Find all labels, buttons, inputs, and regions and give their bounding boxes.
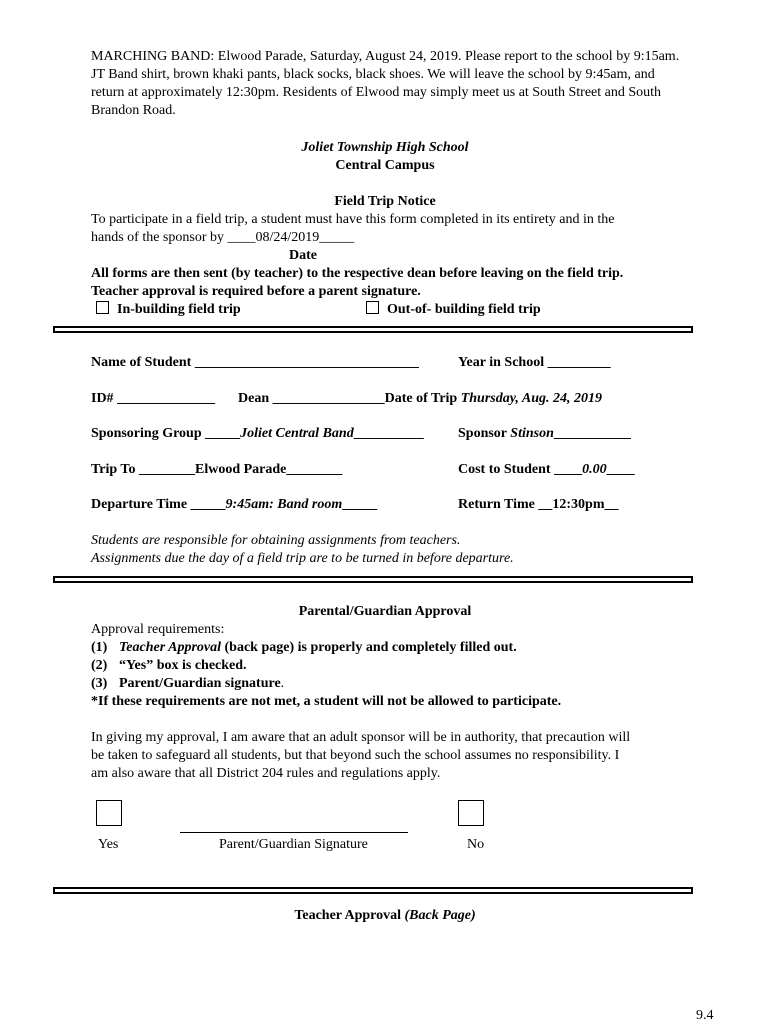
consent-line3: am also aware that all District 204 rules and regulations apply. [91, 766, 441, 781]
requirement-3-num: (3) [91, 676, 108, 691]
no-label: No [467, 837, 485, 852]
campus-name: Central Campus [335, 158, 435, 173]
year-field[interactable] [458, 355, 611, 371]
cost-blank-post: ____ [606, 462, 635, 477]
page-number: 9.4 [696, 1008, 714, 1023]
cost-field[interactable] [458, 462, 635, 478]
id-label: ID# [91, 391, 114, 406]
student-name-label: Name of Student [91, 355, 192, 370]
teacher-approval-label: Teacher Approval [294, 908, 402, 923]
requirement-3-text: Parent/Guardian signature [119, 676, 281, 691]
section-divider-3 [53, 887, 693, 894]
in-building-option[interactable] [96, 301, 241, 318]
forms-note: All forms are then sent (by teacher) to the respective dean before leaving on the field trip. [91, 266, 624, 281]
group-label: Sponsoring Group [91, 426, 202, 441]
out-building-label: Out-of- building field trip [387, 302, 541, 317]
signature-line[interactable] [180, 832, 408, 833]
notice-text-line1: To participate in a field trip, a student must have this form completed in its entirety and in the [91, 212, 615, 227]
in-building-checkbox[interactable] [96, 301, 109, 314]
requirement-1-num: (1) [91, 640, 108, 655]
back-page-label: (Back Page) [404, 908, 476, 923]
group-blank-post: __________ [353, 426, 424, 441]
cost-label: Cost to Student [458, 462, 551, 477]
in-building-label: In-building field trip [117, 302, 241, 317]
consent-line1: In giving my approval, I am aware that an adult sponsor will be in authority, that precaution will [91, 730, 631, 745]
consent-line2: be taken to safeguard all students, but that beyond such the school assumes no responsibility. I [91, 748, 620, 763]
requirement-1-italic: Teacher Approval [119, 640, 222, 655]
requirement-2 [91, 658, 247, 674]
departure-blank-pre: _____ [190, 497, 226, 512]
requirements-label: Approval requirements: [91, 622, 225, 637]
responsibility-line1: Students are responsible for obtaining assignments from teachers. [91, 533, 461, 548]
cost-blank-pre: ____ [554, 462, 583, 477]
requirement-2-num: (2) [91, 658, 108, 673]
intro-paragraph: MARCHING BAND: Elwood Parade, Saturday, August 24, 2019. Please report to the school by 9:15am. JT Band shirt, brown khaki pants, black socks, black shoes. We will leave the school by 9:45am, and return at approximately 12:30pm. Residents of Elwood may simply meet us at South Street and South Brandon Road. [91, 49, 680, 118]
parental-approval-title: Parental/Guardian Approval [298, 604, 472, 619]
requirement-1 [91, 640, 517, 656]
requirement-3-tail: . [280, 676, 285, 691]
requirement-2-text: “Yes” box is checked. [119, 658, 247, 673]
departure-label: Departure Time [91, 497, 188, 512]
no-checkbox[interactable] [458, 800, 484, 826]
yes-label: Yes [98, 837, 119, 852]
return-value[interactable]: 12:30pm [552, 497, 605, 512]
dean-label: Dean [238, 391, 270, 406]
group-value[interactable]: Joliet Central Band [240, 426, 354, 441]
student-name-blank[interactable]: ________________________________ [194, 355, 419, 370]
trip-to-blank-post: ________ [286, 462, 343, 477]
departure-value[interactable]: 9:45am: Band room [225, 497, 343, 512]
sponsor-blank: ___________ [553, 426, 631, 441]
dean-date-field[interactable] [238, 391, 602, 407]
sponsor-field[interactable] [458, 426, 631, 442]
section-divider-2 [53, 576, 693, 583]
year-label: Year in School [458, 355, 545, 370]
signature-label: Parent/Guardian Signature [219, 837, 368, 852]
return-field[interactable] [458, 497, 619, 513]
group-blank-pre: _____ [205, 426, 241, 441]
yes-checkbox[interactable] [96, 800, 122, 826]
notice-title: Field Trip Notice [334, 194, 436, 209]
id-blank[interactable]: ______________ [117, 391, 216, 406]
id-field[interactable] [91, 391, 215, 407]
requirement-1-text: (back page) is properly and completely filled out. [221, 640, 517, 655]
trip-to-blank-pre: ________ [139, 462, 195, 477]
date-of-trip-label: Date of Trip [384, 391, 458, 406]
departure-field[interactable] [91, 497, 377, 513]
date-label: Date [289, 248, 317, 263]
trip-to-field[interactable] [91, 462, 342, 478]
responsibility-line2: Assignments due the day of a field trip are to be turned in before departure. [91, 551, 514, 566]
school-name: Joliet Township High School [301, 140, 469, 155]
out-building-checkbox[interactable] [366, 301, 379, 314]
out-building-option[interactable] [366, 301, 541, 318]
return-label: Return Time [458, 497, 535, 512]
sponsor-value[interactable]: Stinson [510, 426, 554, 441]
dean-blank[interactable]: ________________ [272, 391, 385, 406]
notice-text-line2: hands of the sponsor by ____08/24/2019_____ [91, 230, 355, 245]
requirement-3 [91, 676, 284, 692]
trip-to-value[interactable]: Elwood Parade [195, 462, 287, 477]
sponsor-label: Sponsor [458, 426, 507, 441]
trip-to-label: Trip To [91, 462, 136, 477]
student-name-field[interactable] [91, 355, 419, 371]
return-blank-pre: __ [538, 497, 553, 512]
section-divider-1 [53, 326, 693, 333]
return-blank-post: __ [604, 497, 619, 512]
year-blank[interactable]: _________ [547, 355, 611, 370]
cost-value[interactable]: 0.00 [582, 462, 607, 477]
sponsoring-group-field[interactable] [91, 426, 424, 442]
teacher-approval-heading [0, 908, 770, 924]
date-of-trip-value[interactable]: Thursday, Aug. 24, 2019 [460, 391, 603, 406]
departure-blank-post: _____ [342, 497, 378, 512]
warning-note: *If these requirements are not met, a student will not be allowed to participate. [91, 694, 562, 709]
approval-note: Teacher approval is required before a parent signature. [91, 284, 421, 299]
